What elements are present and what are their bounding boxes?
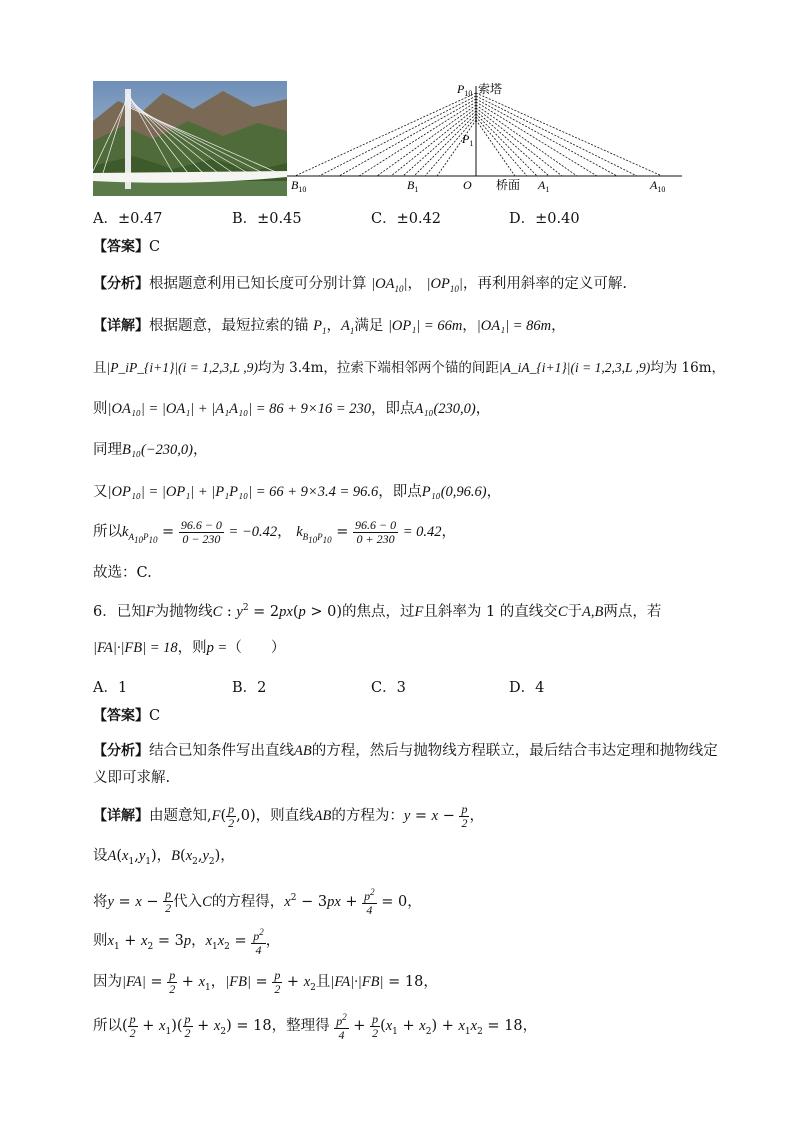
q5-analysis: 【分析】根据题意利用已知长度可分别计算 $|OA_{10}|$， $|OP_{10}|$，再利用斜率的定义可解. [93, 276, 627, 294]
label-b10: $B_{10}$ [291, 178, 307, 194]
q5-detail-3: 则|OA₁₀| = |OA₁| + |A₁A₁₀| = 86 + 9×16 = 230，即点A₁₀(230,0)， [93, 401, 491, 417]
q5-answer: 【答案】C [93, 239, 161, 255]
q6-option-c: C．3 [371, 680, 406, 696]
label-a10: $A_{10}$ [650, 178, 666, 194]
q5-detail-4: 同理B₁₀(−230,0)， [93, 442, 208, 458]
q6-analysis-1: 【分析】结合已知条件写出直线AB的方程，然后与抛物线方程联立，最后结合韦达定理和抛物线定 [93, 743, 718, 759]
q6-option-b: B．2 [232, 680, 267, 696]
label-p1: $P_1$ [462, 132, 474, 148]
label-a1: $A_1$ [538, 178, 550, 194]
q5-choose: 故选：C. [93, 565, 152, 581]
q5-detail-1: 【详解】根据题意，最短拉索的锚 $P_1$，$A_1$满足 |OP₁| = 66m，|OA₁| = 86m， [93, 318, 566, 336]
label-deck: 桥面 [496, 178, 521, 192]
q5-option-c: C．±0.42 [371, 211, 442, 227]
q6-detail-4: 则$x_1 + x_2 = 3p$，$x_1x_2$ = $\frac{p^2}{4}$ ， [93, 926, 281, 957]
label-b1: $B_1$ [407, 178, 419, 194]
cable-diagram-svg [287, 81, 682, 196]
q5-option-b: B．±0.45 [232, 211, 302, 227]
q6-option-d: D．4 [509, 680, 545, 696]
q6-detail-5: 因为|FA| = $\frac{p}{2}$ + $x_1$，|FB| = $\frac{p}{2}$ + $x_2$且|FA|·|FB| = 18， [93, 967, 438, 996]
q5-detail-2: 且|P_iP_{i+1}|(i = 1,2,3,L ,9)均为 3.4m，拉索下端相邻两个锚的间距|A_iA_{i+1}|(i = 1,2,3,L ,9)均为 16m， [93, 360, 725, 376]
q6-detail-6: 所以( $\frac{p}{2}$ + $x_1$)( $\frac{p}{2}$ + $x_2) = 18$，整理得 $\frac{p^2}{4}$ + $\frac{p}{2}$ $(x_1 + x_2) + x_1x_2 = 18$， [93, 1011, 538, 1042]
cables [295, 93, 662, 176]
q6-detail-3: 将y = x − $\frac{p}{2}$ 代入C的方程得，$x^2 - 3px$ + $\frac{p^2}{4}$ = 0， [93, 887, 422, 918]
q6-answer: 【答案】C [93, 708, 161, 724]
q6-analysis-2: 义即可求解. [93, 770, 171, 786]
label-o: O [463, 178, 472, 192]
q6-stem-1: 6．已知F为抛物线C : $y^2 = 2px(p > 0)$的焦点，过F且斜率为 1 的直线交C于A,B两点，若 [93, 603, 662, 620]
q6-stem-2: |FA|·|FB| = 18，则p =（ ） [93, 640, 286, 656]
q6-detail-2: 设$A(x_1,y_1)$，$B(x_2,y_2)$， [93, 848, 235, 867]
q5-detail-6: 所以$k_{A_{10}P_{10}}$ = $\frac{96.6 - 0}{0 - 230}$ = −0.42， $k_{B_{10}P_{10}}$ = $\frac{96.6 - 0}{0 + 230}$ = 0.42， [93, 517, 457, 546]
bridge-photo-image [93, 81, 287, 196]
label-tower: 索塔 [478, 82, 503, 96]
q5-option-d: D．±0.40 [509, 211, 580, 227]
cable-diagram [287, 81, 682, 196]
q6-detail-1: 【详解】由题意知,F( $\frac{p}{2}$ ,0)，则直线AB的方程为：y = x − $\frac{p}{2}$ ， [93, 801, 484, 830]
label-p10: $P_{10}$ [457, 82, 473, 98]
q5-option-a: A．±0.47 [93, 211, 163, 227]
q5-detail-5: 又|OP₁₀| = |OP₁| + |P₁P₁₀| = 66 + 9×3.4 = 96.6，即点P₁₀(0,96.6)， [93, 484, 502, 500]
q6-option-a: A．1 [93, 680, 128, 696]
bridge-photo [93, 81, 287, 196]
